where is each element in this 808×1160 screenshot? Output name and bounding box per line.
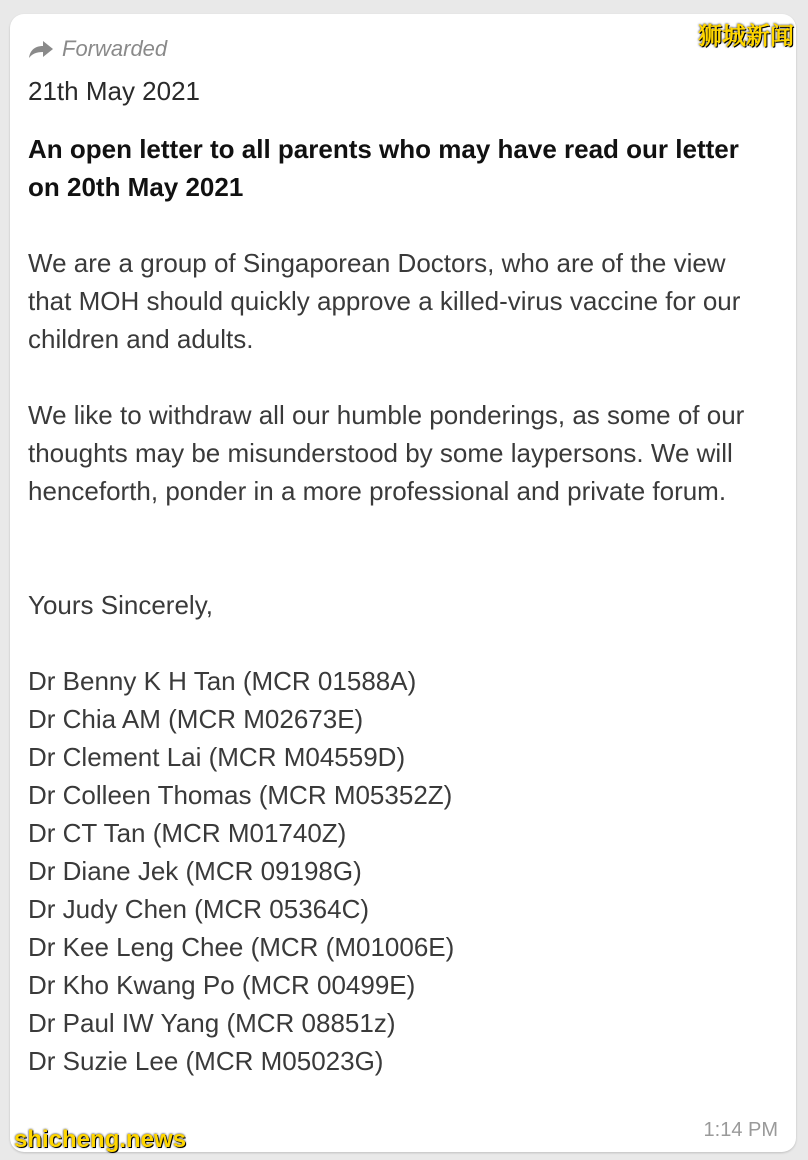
letter-title: An open letter to all parents who may have read our letter on 20th May 2021 [28,134,739,202]
message-timestamp: 1:14 PM [703,1119,778,1141]
signatory-item: Dr Colleen Thomas (MCR M05352Z) [28,780,453,810]
watermark-bottom-left: shicheng.news [14,1126,187,1153]
message-body [28,72,760,1080]
letter-paragraph-1: We are a group of Singaporean Doctors, who are of the view that MOH should quickly approve a killed-virus vaccine for our children and adults. [28,248,741,354]
signatory-item: Dr Clement Lai (MCR M04559D) [28,742,406,772]
message-bubble[interactable] [10,14,796,1152]
signatory-item: Dr Benny K H Tan (MCR 01588A) [28,666,417,696]
forward-arrow-icon [28,39,54,59]
signatory-item: Dr Diane Jek (MCR 09198G) [28,856,362,886]
signatory-item: Dr Chia AM (MCR M02673E) [28,704,364,734]
signatory-item: Dr Judy Chen (MCR 05364C) [28,894,370,924]
signatory-item: Dr Paul IW Yang (MCR 08851z) [28,1008,396,1038]
forwarded-header [28,36,167,62]
signatory-item: Dr Kee Leng Chee (MCR (M01006E) [28,932,455,962]
letter-date: 21th May 2021 [28,76,201,106]
letter-closing: Yours Sincerely, [28,590,213,620]
signatory-list [28,662,760,1080]
signatory-item: Dr Kho Kwang Po (MCR 00499E) [28,970,416,1000]
signatory-item: Dr Suzie Lee (MCR M05023G) [28,1046,384,1076]
watermark-top-right: 狮城新闻 [698,23,794,50]
forwarded-label: Forwarded [62,36,168,61]
signatory-item: Dr CT Tan (MCR M01740Z) [28,818,347,848]
letter-paragraph-2: We like to withdraw all our humble ponderings, as some of our thoughts may be misunderstood by some laypersons. We will henceforth, ponder in a more professional and private forum. [28,400,745,506]
